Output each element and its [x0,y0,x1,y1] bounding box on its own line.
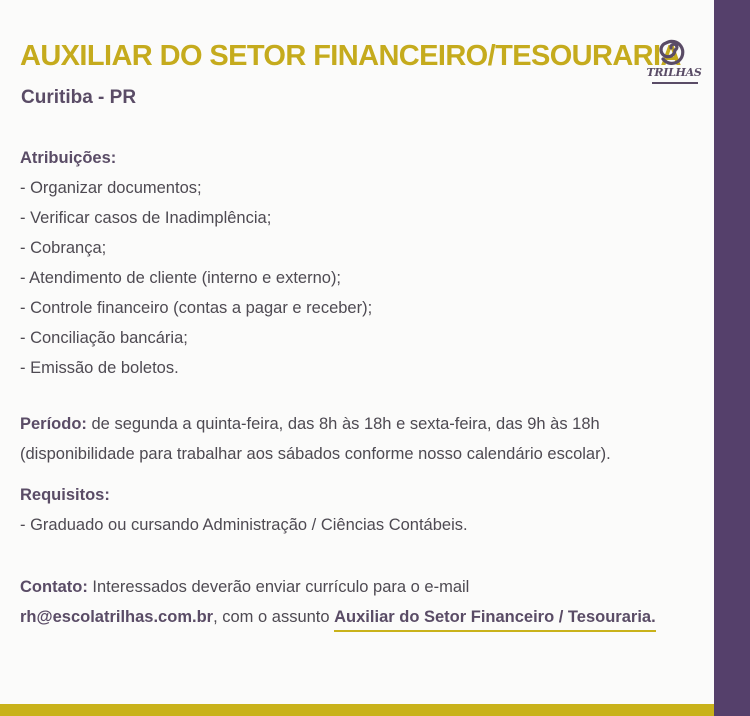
contato-text-1: Interessados deverão enviar currículo para o e-mail [87,578,470,596]
email-subject: Auxiliar do Setor Financeiro / Tesouraria. [334,608,656,632]
list-item: - Organizar documentos; [20,179,202,197]
requisitos-section [20,480,468,540]
list-item: - Conciliação bancária; [20,329,188,347]
list-item: - Verificar casos de Inadimplência; [20,209,272,227]
periodo-section [20,409,611,469]
atribuicoes-section [20,143,372,383]
requisitos-heading: Requisitos: [20,486,110,504]
logo-underline [652,82,698,84]
periodo-label: Período: [20,415,87,433]
list-item: - Emissão de boletos. [20,359,179,377]
periodo-line-2: (disponibilidade para trabalhar aos sábados conforme nosso calendário escolar). [20,445,611,463]
logo-text: TRILHAS [646,66,702,79]
contato-line-1 [20,572,656,602]
job-title: AUXILIAR DO SETOR FINANCEIRO/TESOURARIA [20,40,681,72]
contato-section [20,572,656,632]
atribuicoes-heading: Atribuições: [20,149,117,167]
spiral-icon [640,28,704,68]
bottom-decorative-bar [0,704,714,716]
periodo-text-1: de segunda a quinta-feira, das 8h às 18h e sexta-feira, das 9h às 18h [86,415,600,433]
list-item: - Cobrança; [20,239,107,257]
contato-label: Contato: [20,578,88,596]
periodo-line-1 [20,409,611,439]
list-item: - Controle financeiro (contas a pagar e receber); [20,299,373,317]
list-item: - Atendimento de cliente (interno e externo); [20,269,342,287]
contato-line-2 [20,602,656,632]
contato-text-2: , com o assunto [213,608,335,626]
list-item: - Graduado ou cursando Administração / Ciências Contábeis. [20,516,468,534]
job-location: Curitiba - PR [21,87,137,108]
right-decorative-bar [714,0,750,716]
contact-email: rh@escolatrilhas.com.br [20,608,214,626]
trilhas-logo [640,28,704,88]
